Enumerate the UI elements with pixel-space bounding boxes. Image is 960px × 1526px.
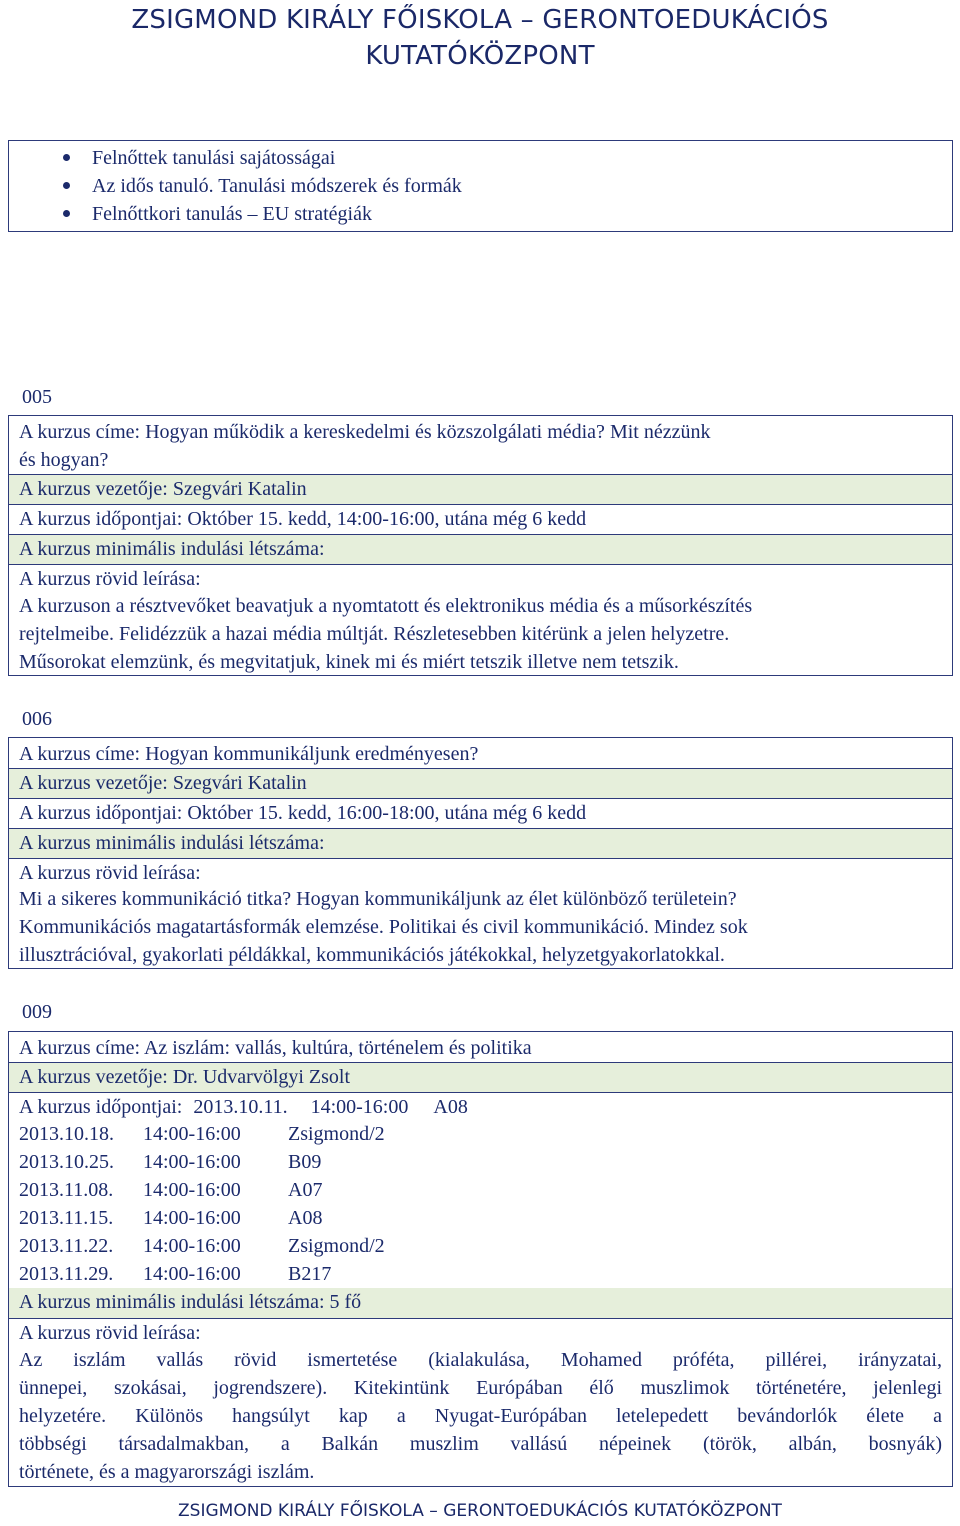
session-row [9, 1120, 952, 1148]
course-title: A kurzus címe: Az iszlám: vallás, kultúra, történelem és politika [19, 1037, 532, 1059]
bullet-dot-icon [63, 210, 70, 217]
course-dates: A kurzus időpontjai: Október 15. kedd, 16:00-18:00, utána még 6 kedd [9, 798, 952, 828]
session-room: Zsigmond/2 [288, 1123, 385, 1145]
session-date: 2013.11.08. [19, 1179, 114, 1201]
course-desc-line: helyzetére. Különös hangsúlyt kap a Nyugat-Európában letelepedett bevándorlók élete a [19, 1405, 942, 1427]
session-date: 2013.10.18. [19, 1123, 114, 1145]
course-desc-label: A kurzus rövid leírása: [9, 858, 952, 888]
page-footer: ZSIGMOND KIRÁLY FŐISKOLA – GERONTOEDUKÁCIÓS KUTATÓKÖZPONT [178, 1501, 782, 1521]
session-date: 2013.10.11. [193, 1096, 288, 1118]
course-desc-line: Mi a sikeres kommunikáció titka? Hogyan kommunikáljunk az élet különböző területein? [19, 888, 737, 910]
course-number: 006 [22, 708, 52, 730]
course-desc-line: ünnepei, szokásai, jogrendszere). Kitekintünk Európában élő muszlimok történetére, jelenlegi [19, 1377, 942, 1399]
session-room: A08 [288, 1207, 323, 1229]
course-leader: A kurzus vezetője: Dr. Udvarvölgyi Zsolt [9, 1062, 952, 1092]
course-desc-line: illusztrációval, gyakorlati példákkal, kommunikációs játékokkal, helyzetgyakorlatokkal. [19, 944, 725, 966]
session-row [9, 1176, 952, 1204]
bullet-item: Az idős tanuló. Tanulási módszerek és formák [63, 172, 462, 200]
session-time: 14:00-16:00 [143, 1235, 241, 1257]
session-room: A07 [288, 1179, 323, 1201]
course-title: A kurzus címe: Hogyan működik a kereskedelmi és közszolgálati média? Mit nézzünk [19, 421, 711, 443]
course-desc-line: rejtelmeibe. Felidézzük a hazai média múltját. Részletesebben kitérünk a jelen helyzetre. [19, 623, 730, 645]
bullet-dot-icon [63, 182, 70, 189]
session-date: 2013.11.15. [19, 1207, 114, 1229]
course-desc-line: A kurzuson a résztvevőket beavatjuk a nyomtatott és elektronikus média és a műsorkészítés [19, 595, 753, 617]
course-min-size: A kurzus minimális indulási létszáma: 5 fő [9, 1288, 952, 1318]
session-room: B217 [288, 1263, 332, 1285]
session-row [9, 1148, 952, 1176]
session-row [9, 1232, 952, 1260]
course-desc-label: A kurzus rövid leírása: [9, 1318, 952, 1348]
page-header [0, 2, 960, 74]
course-desc-line: többségi társadalmakban, a Balkán muszlim vallású népeinek (török, albán, bosnyák) [19, 1433, 942, 1455]
course-desc-label: A kurzus rövid leírása: [9, 564, 952, 594]
session-row [9, 1260, 952, 1288]
course-title-cont: és hogyan? [19, 449, 109, 471]
bullet-dot-icon [63, 154, 70, 161]
course-number: 009 [22, 1001, 52, 1023]
bullet-item: Felnőttek tanulási sajátosságai [63, 144, 335, 172]
header-line-2: KUTATÓKÖZPONT [365, 41, 595, 71]
session-time: 14:00-16:00 [143, 1179, 241, 1201]
session-date: 2013.10.25. [19, 1151, 114, 1173]
session-date: 2013.11.29. [19, 1263, 114, 1285]
course-desc-line: Kommunikációs magatartásformák elemzése. Politikai és civil kommunikáció. Mindez sok [19, 916, 748, 938]
session-room: Zsigmond/2 [288, 1235, 385, 1257]
course-desc-line: Az iszlám vallás rövid ismertetése (kialakulása, Mohamed próféta, pillérei, irányzatai, [19, 1349, 942, 1371]
course-dates-label: A kurzus időpontjai: [19, 1096, 183, 1118]
session-time: 14:00-16:00 [143, 1263, 241, 1285]
header-line-1: ZSIGMOND KIRÁLY FŐISKOLA – GERONTOEDUKÁCIÓS [131, 5, 829, 35]
session-row [9, 1204, 952, 1232]
session-date: 2013.11.22. [19, 1235, 114, 1257]
course-min-size: A kurzus minimális indulási létszáma: [9, 534, 952, 564]
session-room: B09 [288, 1151, 322, 1173]
topics-box [8, 140, 953, 232]
course-desc-line: története, és a magyarországi iszlám. [19, 1461, 315, 1483]
course-dates [9, 1092, 952, 1120]
session-room: A08 [433, 1096, 468, 1118]
session-time: 14:00-16:00 [143, 1151, 241, 1173]
course-006-box [8, 737, 953, 969]
course-005-box [8, 415, 953, 676]
session-time: 14:00-16:00 [310, 1096, 409, 1118]
course-leader: A kurzus vezetője: Szegvári Katalin [9, 474, 952, 504]
course-dates: A kurzus időpontjai: Október 15. kedd, 14:00-16:00, utána még 6 kedd [9, 504, 952, 534]
course-leader: A kurzus vezetője: Szegvári Katalin [9, 768, 952, 798]
bullet-item: Felnőttkori tanulás – EU stratégiák [63, 200, 372, 228]
course-min-size: A kurzus minimális indulási létszáma: [9, 828, 952, 858]
course-desc-line: Műsorokat elemzünk, és megvitatjuk, kinek mi és miért tetszik illetve nem tetszik. [19, 651, 679, 673]
session-time: 14:00-16:00 [143, 1207, 241, 1229]
course-009-box [8, 1031, 953, 1487]
session-time: 14:00-16:00 [143, 1123, 241, 1145]
course-title: A kurzus címe: Hogyan kommunikáljunk eredményesen? [19, 743, 479, 765]
course-number: 005 [22, 386, 52, 408]
